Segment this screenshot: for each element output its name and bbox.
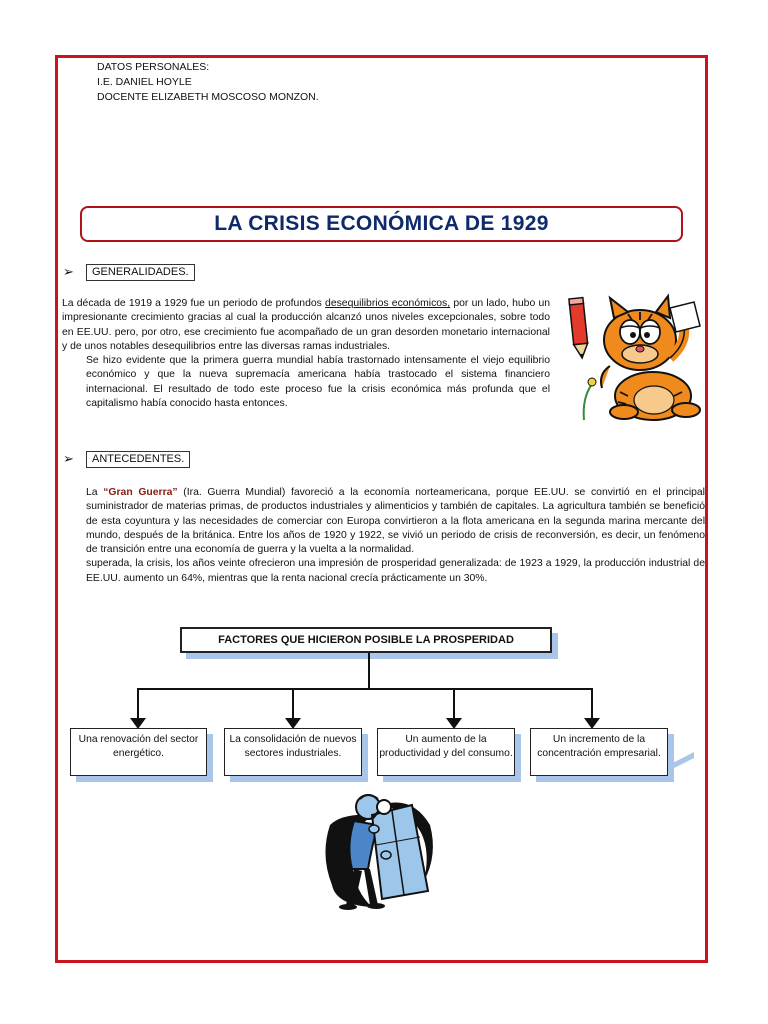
arrow-bullet-icon: ➢ xyxy=(63,451,74,466)
generalidades-paragraph-2: Se hizo evidente que la primera guerra mundial había trastornado intensamente el viejo equilibrio económico y que la nueva supremacía americana había trastocado el sistema financiero internacional. El resultado de todo este proceso fue la crisis económica más profunda que el capitalismo había conocido hasta entonces. xyxy=(86,355,550,410)
text-fragment: por un lado, hubo un impresionante crecimiento gracias al cual la producción alcanzó unos niveles excepcionales, sobre todo en EE.UU. pero, por otro, ese crecimiento fue acompañado de un gran desorden monetario internacional y de unos notables desequilibrios entre las diversas ramas industriales. xyxy=(62,298,551,352)
section-label-antecedentes: ANTECEDENTES. xyxy=(86,451,190,468)
gran-guerra-highlight: “Gran Guerra” xyxy=(103,487,178,498)
arrow-bullet-icon: ➢ xyxy=(63,264,74,279)
header-line-3: DOCENTE ELIZABETH MOSCOSO MONZON. xyxy=(97,91,319,103)
text-fragment: (Ira. Guerra Mundial) favoreció a la economía norteamericana, porque EE.UU. se convirtió en el principal suministrador de materias primas, de productos industriales y alimenticios y también de capitales. La agricultura también se benefició de esta coyuntura y las necesidades de comerciar con Europa convirtieron a la flota americana en la segunda marina mercante del mundo, después de la británica. Entre los años de 1920 y 1922, se vivió un periodo de crisis de reconversión, es decir, un fenómeno de transición entre una economía de guerra y la vuelta a la normalidad. xyxy=(86,487,705,556)
connector-drop-2 xyxy=(292,688,294,722)
personal-data-header xyxy=(97,60,319,105)
diagram-leaf-2: La consolidación de nuevos sectores industriales. xyxy=(224,728,362,776)
connector-horizontal xyxy=(137,688,592,690)
diagram-leaf-4: Un incremento de la concentración empresarial. xyxy=(530,728,668,776)
text-fragment: La década de 1919 a 1929 fue un periodo de profundos xyxy=(62,298,326,309)
page-title: LA CRISIS ECONÓMICA DE 1929 xyxy=(214,212,549,235)
antecedentes-text xyxy=(86,486,705,586)
person-reading-map-icon xyxy=(312,785,442,915)
antecedentes-paragraph-1 xyxy=(86,486,705,557)
connector-drop-1 xyxy=(137,688,139,722)
diagram-root-box xyxy=(180,627,552,653)
text-fragment: La xyxy=(86,487,104,498)
diagram-leaf-1: Una renovación del sector energético. xyxy=(70,728,207,776)
antecedentes-paragraph-2: superada, la crisis, los años veinte ofrecieron una impresión de prosperidad generalizada: de 1923 a 1929, la producción industrial de EE.UU. aumento un 64%, mientras que la renta nacional crecía prácticamente un 30%. xyxy=(86,558,705,584)
connector-drop-3 xyxy=(453,688,455,722)
desequilibrios-link[interactable]: desequilibrios económicos, xyxy=(325,298,451,309)
generalidades-text xyxy=(62,297,550,411)
connector-vertical-root xyxy=(368,653,370,689)
connector-drop-4 xyxy=(591,688,593,722)
diagram-root-label: FACTORES QUE HICIERON POSIBLE LA PROSPERIDAD xyxy=(218,634,514,646)
generalidades-paragraph-1 xyxy=(62,297,550,354)
garfield-with-pencil-icon xyxy=(558,288,713,423)
diagram-leaf-3: Un aumento de la productividad y del consumo. xyxy=(377,728,515,776)
title-box xyxy=(80,206,683,242)
header-line-1: DATOS PERSONALES: xyxy=(97,61,210,73)
section-label-generalidades: GENERALIDADES. xyxy=(86,264,195,281)
header-line-2: I.E. DANIEL HOYLE xyxy=(97,76,192,88)
